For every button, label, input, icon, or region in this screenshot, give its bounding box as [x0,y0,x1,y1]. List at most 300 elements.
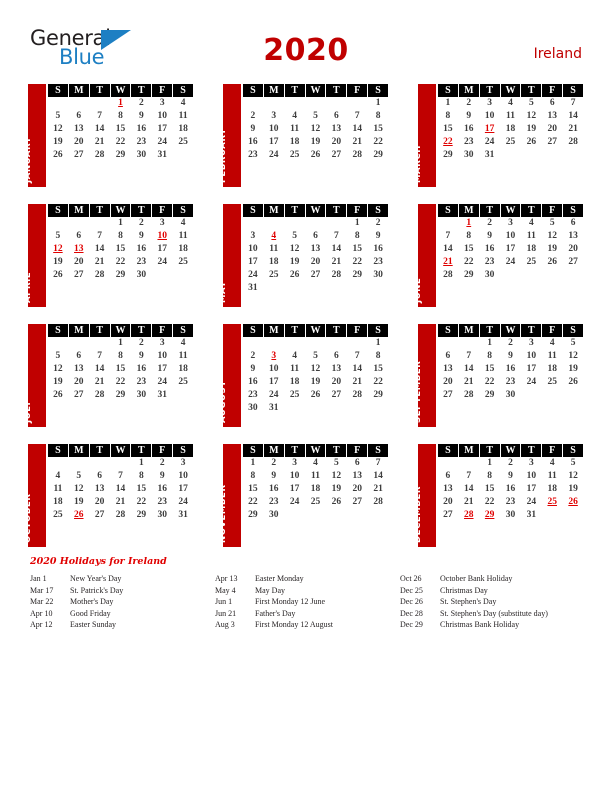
day-cell[interactable]: 7 [333,231,339,241]
day-cell[interactable]: 26 [53,270,63,280]
day-cell[interactable]: 21 [373,484,383,494]
day-cell[interactable]: 17 [178,484,188,494]
day-cell[interactable]: 13 [443,484,453,494]
day-cell[interactable]: 30 [136,270,147,280]
day-cell-holiday[interactable]: 10 [157,231,167,241]
day-cell[interactable]: 13 [94,484,105,494]
day-cell[interactable]: 10 [289,471,300,481]
day-cell[interactable]: 10 [157,351,167,361]
day-cell[interactable]: 28 [443,270,453,280]
day-cell[interactable]: 4 [292,111,298,121]
day-cell[interactable]: 26 [53,390,63,400]
day-cell[interactable]: 27 [331,150,342,160]
day-cell[interactable]: 23 [248,150,258,160]
day-cell[interactable]: 7 [445,231,451,241]
day-cell[interactable]: 19 [53,257,63,267]
day-cell[interactable]: 20 [352,484,362,494]
day-cell[interactable]: 17 [248,257,258,267]
day-cell[interactable]: 30 [505,390,516,400]
day-cell[interactable]: 15 [484,364,495,374]
day-cell[interactable]: 13 [443,364,453,374]
day-cell[interactable]: 8 [118,231,123,241]
day-cell[interactable]: 25 [289,390,300,400]
day-cell[interactable]: 10 [505,231,516,241]
day-cell[interactable]: 19 [526,124,537,134]
day-cell[interactable]: 20 [568,244,578,254]
day-cell[interactable]: 20 [443,377,453,387]
day-cell[interactable]: 9 [138,231,144,241]
day-cell[interactable]: 2 [375,218,381,228]
day-cell[interactable]: 21 [331,257,342,267]
day-cell[interactable]: 12 [310,364,321,374]
day-cell[interactable]: 2 [466,98,472,108]
day-cell[interactable]: 17 [157,244,167,254]
day-cell[interactable]: 17 [289,484,300,494]
day-cell[interactable]: 5 [55,231,61,241]
day-cell[interactable]: 22 [115,377,126,387]
day-cell[interactable]: 24 [505,257,516,267]
day-cell[interactable]: 5 [570,338,576,348]
day-cell[interactable]: 25 [289,150,300,160]
day-cell[interactable]: 28 [568,137,578,147]
day-cell[interactable]: 16 [248,137,258,147]
day-cell[interactable]: 5 [292,231,298,241]
day-cell[interactable]: 21 [352,377,362,387]
day-cell[interactable]: 27 [547,137,557,147]
day-cell[interactable]: 26 [310,150,321,160]
day-cell[interactable]: 9 [375,231,381,241]
day-cell[interactable]: 4 [180,98,186,108]
day-cell[interactable]: 13 [568,231,578,241]
day-cell[interactable]: 18 [547,364,557,374]
day-cell[interactable]: 30 [373,270,383,280]
day-cell[interactable]: 17 [526,484,537,494]
day-cell-holiday[interactable]: 29 [484,510,495,520]
day-cell[interactable]: 14 [115,484,126,494]
day-cell[interactable]: 24 [157,257,167,267]
day-cell[interactable]: 9 [138,111,144,121]
day-cell[interactable]: 24 [157,377,167,387]
day-cell[interactable]: 22 [352,257,362,267]
day-cell[interactable]: 11 [269,244,279,254]
day-cell[interactable]: 6 [313,231,318,241]
day-cell[interactable]: 31 [178,510,188,520]
day-cell[interactable]: 19 [310,137,321,147]
day-cell[interactable]: 5 [570,458,576,468]
day-cell[interactable]: 19 [547,244,557,254]
day-cell[interactable]: 1 [118,338,123,348]
day-cell[interactable]: 30 [136,390,147,400]
day-cell[interactable]: 13 [74,124,84,134]
day-cell[interactable]: 4 [313,458,318,468]
day-cell[interactable]: 16 [248,377,258,387]
day-cell[interactable]: 12 [547,231,557,241]
day-cell[interactable]: 9 [508,351,513,361]
day-cell[interactable]: 22 [373,377,383,387]
day-cell[interactable]: 29 [115,270,126,280]
day-cell[interactable]: 10 [269,124,279,134]
day-cell[interactable]: 6 [76,351,82,361]
day-cell[interactable]: 13 [331,364,342,374]
day-cell-holiday[interactable]: 12 [53,244,63,254]
day-cell[interactable]: 10 [248,244,258,254]
day-cell[interactable]: 23 [136,137,147,147]
day-cell[interactable]: 10 [526,351,537,361]
day-cell[interactable]: 25 [178,377,188,387]
day-cell[interactable]: 27 [310,270,321,280]
day-cell[interactable]: 27 [443,510,453,520]
day-cell[interactable]: 2 [250,111,256,121]
day-cell[interactable]: 31 [484,150,495,160]
day-cell[interactable]: 17 [269,137,279,147]
day-cell-holiday[interactable]: 22 [443,137,453,147]
day-cell[interactable]: 15 [136,484,147,494]
day-cell[interactable]: 24 [526,377,537,387]
day-cell[interactable]: 17 [269,377,279,387]
day-cell[interactable]: 27 [352,497,362,507]
day-cell[interactable]: 1 [118,218,123,228]
day-cell[interactable]: 9 [508,471,513,481]
day-cell[interactable]: 5 [313,111,318,121]
day-cell[interactable]: 12 [74,484,84,494]
day-cell[interactable]: 23 [136,377,147,387]
day-cell[interactable]: 9 [487,231,493,241]
day-cell[interactable]: 19 [74,497,84,507]
day-cell[interactable]: 22 [464,257,474,267]
day-cell[interactable]: 11 [547,351,557,361]
day-cell[interactable]: 20 [547,124,557,134]
day-cell[interactable]: 20 [331,377,342,387]
day-cell[interactable]: 6 [333,111,339,121]
day-cell[interactable]: 9 [271,471,277,481]
day-cell[interactable]: 8 [445,111,451,121]
day-cell[interactable]: 23 [248,390,258,400]
day-cell[interactable]: 28 [115,510,126,520]
day-cell[interactable]: 21 [352,137,362,147]
day-cell[interactable]: 16 [136,364,147,374]
day-cell[interactable]: 18 [178,244,188,254]
day-cell-holiday[interactable]: 21 [443,257,453,267]
day-cell[interactable]: 29 [464,270,474,280]
day-cell[interactable]: 13 [310,244,321,254]
day-cell[interactable]: 7 [118,471,123,481]
day-cell[interactable]: 19 [289,257,300,267]
day-cell[interactable]: 23 [373,257,383,267]
day-cell[interactable]: 12 [568,471,578,481]
day-cell[interactable]: 7 [375,458,381,468]
day-cell[interactable]: 5 [528,98,534,108]
day-cell[interactable]: 31 [269,403,279,413]
day-cell[interactable]: 16 [157,484,167,494]
day-cell[interactable]: 14 [373,471,383,481]
day-cell[interactable]: 1 [138,458,144,468]
day-cell[interactable]: 28 [373,497,383,507]
day-cell[interactable]: 1 [487,458,493,468]
day-cell[interactable]: 23 [505,497,516,507]
day-cell[interactable]: 29 [115,390,126,400]
day-cell[interactable]: 28 [94,390,105,400]
day-cell[interactable]: 15 [352,244,362,254]
day-cell[interactable]: 26 [331,497,342,507]
day-cell[interactable]: 11 [506,111,515,121]
day-cell[interactable]: 9 [138,351,144,361]
day-cell[interactable]: 21 [94,257,105,267]
day-cell[interactable]: 24 [269,150,279,160]
day-cell[interactable]: 31 [248,283,258,293]
day-cell[interactable]: 11 [178,111,188,121]
day-cell[interactable]: 1 [487,338,493,348]
day-cell[interactable]: 22 [136,497,147,507]
day-cell[interactable]: 26 [568,377,578,387]
day-cell[interactable]: 23 [157,497,167,507]
day-cell[interactable]: 23 [464,137,474,147]
day-cell[interactable]: 11 [526,231,536,241]
day-cell[interactable]: 2 [487,218,493,228]
day-cell[interactable]: 14 [331,244,342,254]
day-cell[interactable]: 2 [508,338,513,348]
day-cell[interactable]: 21 [94,137,105,147]
day-cell[interactable]: 13 [547,111,557,121]
day-cell[interactable]: 30 [464,150,474,160]
day-cell[interactable]: 28 [464,390,474,400]
day-cell[interactable]: 21 [94,377,105,387]
day-cell[interactable]: 17 [157,124,167,134]
day-cell[interactable]: 31 [526,510,537,520]
day-cell[interactable]: 29 [248,510,258,520]
day-cell[interactable]: 28 [94,150,105,160]
day-cell[interactable]: 26 [289,270,300,280]
day-cell[interactable]: 6 [76,111,82,121]
day-cell[interactable]: 10 [269,364,279,374]
day-cell[interactable]: 18 [289,377,300,387]
day-cell[interactable]: 7 [466,471,472,481]
day-cell[interactable]: 27 [74,270,84,280]
day-cell[interactable]: 9 [466,111,472,121]
day-cell[interactable]: 11 [178,231,188,241]
day-cell[interactable]: 26 [53,150,63,160]
day-cell[interactable]: 9 [250,124,256,134]
day-cell[interactable]: 31 [157,150,167,160]
day-cell[interactable]: 14 [443,244,453,254]
day-cell[interactable]: 29 [115,150,126,160]
day-cell[interactable]: 23 [136,257,147,267]
day-cell[interactable]: 22 [373,137,383,147]
day-cell-holiday[interactable]: 1 [118,98,123,108]
day-cell[interactable]: 6 [333,351,339,361]
day-cell[interactable]: 14 [352,124,362,134]
day-cell-holiday[interactable]: 28 [464,510,474,520]
day-cell[interactable]: 12 [310,124,321,134]
day-cell[interactable]: 3 [528,458,534,468]
day-cell[interactable]: 5 [76,471,82,481]
day-cell[interactable]: 24 [526,497,537,507]
day-cell[interactable]: 15 [443,124,453,134]
day-cell[interactable]: 16 [269,484,279,494]
day-cell[interactable]: 4 [180,218,186,228]
day-cell[interactable]: 3 [159,98,165,108]
day-cell[interactable]: 22 [115,257,126,267]
day-cell[interactable]: 13 [352,471,362,481]
day-cell[interactable]: 14 [464,364,474,374]
day-cell[interactable]: 18 [178,364,188,374]
day-cell[interactable]: 11 [53,484,63,494]
day-cell[interactable]: 29 [373,150,383,160]
day-cell[interactable]: 13 [331,124,342,134]
day-cell[interactable]: 3 [292,458,298,468]
day-cell[interactable]: 18 [547,484,557,494]
day-cell[interactable]: 27 [74,150,84,160]
day-cell[interactable]: 11 [311,471,320,481]
day-cell[interactable]: 7 [570,98,576,108]
day-cell[interactable]: 29 [136,510,147,520]
day-cell[interactable]: 12 [53,124,63,134]
day-cell[interactable]: 7 [97,231,103,241]
day-cell[interactable]: 3 [250,231,256,241]
day-cell[interactable]: 12 [53,364,63,374]
day-cell[interactable]: 7 [354,111,360,121]
day-cell[interactable]: 30 [157,510,167,520]
day-cell[interactable]: 25 [505,137,516,147]
day-cell[interactable]: 2 [138,98,144,108]
day-cell[interactable]: 2 [508,458,513,468]
day-cell[interactable]: 11 [290,124,300,134]
day-cell[interactable]: 19 [53,137,63,147]
day-cell[interactable]: 11 [547,471,557,481]
day-cell[interactable]: 15 [373,124,383,134]
day-cell[interactable]: 24 [289,497,300,507]
day-cell[interactable]: 1 [375,338,381,348]
day-cell-holiday[interactable]: 26 [74,510,84,520]
day-cell[interactable]: 16 [464,124,474,134]
day-cell-holiday[interactable]: 3 [271,351,277,361]
day-cell[interactable]: 6 [570,218,576,228]
day-cell[interactable]: 24 [269,390,279,400]
day-cell-holiday[interactable]: 25 [547,497,557,507]
day-cell[interactable]: 2 [138,338,144,348]
day-cell-holiday[interactable]: 1 [466,218,472,228]
day-cell[interactable]: 16 [136,244,147,254]
day-cell[interactable]: 22 [484,497,495,507]
day-cell[interactable]: 21 [115,497,126,507]
day-cell[interactable]: 8 [250,471,256,481]
day-cell[interactable]: 6 [445,471,451,481]
day-cell[interactable]: 25 [178,137,188,147]
day-cell[interactable]: 19 [568,364,578,374]
day-cell[interactable]: 18 [53,497,63,507]
day-cell[interactable]: 12 [526,111,537,121]
day-cell[interactable]: 25 [178,257,188,267]
day-cell[interactable]: 26 [547,257,557,267]
day-cell[interactable]: 4 [180,338,186,348]
day-cell[interactable]: 19 [310,377,321,387]
day-cell[interactable]: 2 [138,218,144,228]
day-cell[interactable]: 8 [466,231,472,241]
day-cell[interactable]: 6 [76,231,82,241]
day-cell[interactable]: 8 [487,351,493,361]
day-cell[interactable]: 21 [464,377,474,387]
day-cell[interactable]: 23 [505,377,516,387]
day-cell[interactable]: 10 [526,471,537,481]
day-cell-holiday[interactable]: 4 [271,231,277,241]
day-cell[interactable]: 28 [352,150,362,160]
day-cell[interactable]: 22 [115,137,126,147]
day-cell[interactable]: 15 [115,364,126,374]
day-cell[interactable]: 15 [115,124,126,134]
day-cell[interactable]: 24 [248,270,258,280]
day-cell[interactable]: 14 [352,364,362,374]
day-cell[interactable]: 8 [487,471,493,481]
day-cell[interactable]: 16 [484,244,495,254]
day-cell[interactable]: 8 [138,471,144,481]
day-cell[interactable]: 18 [178,124,188,134]
day-cell-holiday[interactable]: 13 [74,244,84,254]
day-cell[interactable]: 20 [443,497,453,507]
day-cell[interactable]: 30 [505,510,516,520]
day-cell[interactable]: 2 [159,458,165,468]
day-cell[interactable]: 10 [484,111,495,121]
day-cell[interactable]: 2 [250,351,256,361]
day-cell[interactable]: 26 [310,390,321,400]
day-cell[interactable]: 10 [157,111,167,121]
day-cell-holiday[interactable]: 26 [568,497,578,507]
day-cell[interactable]: 27 [74,390,84,400]
day-cell[interactable]: 5 [333,458,339,468]
day-cell[interactable]: 6 [354,458,360,468]
day-cell[interactable]: 16 [373,244,383,254]
day-cell[interactable]: 28 [331,270,342,280]
day-cell[interactable]: 7 [354,351,360,361]
day-cell[interactable]: 4 [528,218,534,228]
day-cell[interactable]: 23 [269,497,279,507]
day-cell[interactable]: 15 [484,484,495,494]
day-cell[interactable]: 5 [313,351,318,361]
day-cell[interactable]: 30 [484,270,495,280]
day-cell[interactable]: 24 [484,137,495,147]
day-cell[interactable]: 21 [464,497,474,507]
day-cell[interactable]: 8 [375,351,381,361]
day-cell[interactable]: 20 [74,257,84,267]
day-cell[interactable]: 9 [250,364,256,374]
day-cell[interactable]: 13 [74,364,84,374]
day-cell[interactable]: 29 [484,390,495,400]
day-cell[interactable]: 27 [331,390,342,400]
day-cell[interactable]: 18 [505,124,516,134]
day-cell[interactable]: 18 [526,244,537,254]
day-cell[interactable]: 25 [526,257,537,267]
day-cell[interactable]: 3 [271,111,277,121]
day-cell[interactable]: 18 [310,484,321,494]
day-cell[interactable]: 2 [271,458,277,468]
day-cell[interactable]: 14 [94,244,105,254]
day-cell[interactable]: 15 [373,364,383,374]
day-cell[interactable]: 15 [248,484,258,494]
day-cell[interactable]: 29 [352,270,362,280]
day-cell[interactable]: 16 [136,124,147,134]
day-cell[interactable]: 14 [94,364,105,374]
day-cell[interactable]: 6 [549,98,555,108]
day-cell[interactable]: 14 [94,124,105,134]
day-cell[interactable]: 4 [549,338,555,348]
day-cell[interactable]: 1 [445,98,451,108]
day-cell[interactable]: 5 [549,218,555,228]
day-cell[interactable]: 24 [178,497,188,507]
day-cell[interactable]: 3 [159,218,165,228]
day-cell[interactable]: 3 [159,338,165,348]
day-cell[interactable]: 8 [118,351,123,361]
day-cell[interactable]: 27 [94,510,105,520]
day-cell[interactable]: 27 [568,257,578,267]
day-cell[interactable]: 3 [508,218,513,228]
